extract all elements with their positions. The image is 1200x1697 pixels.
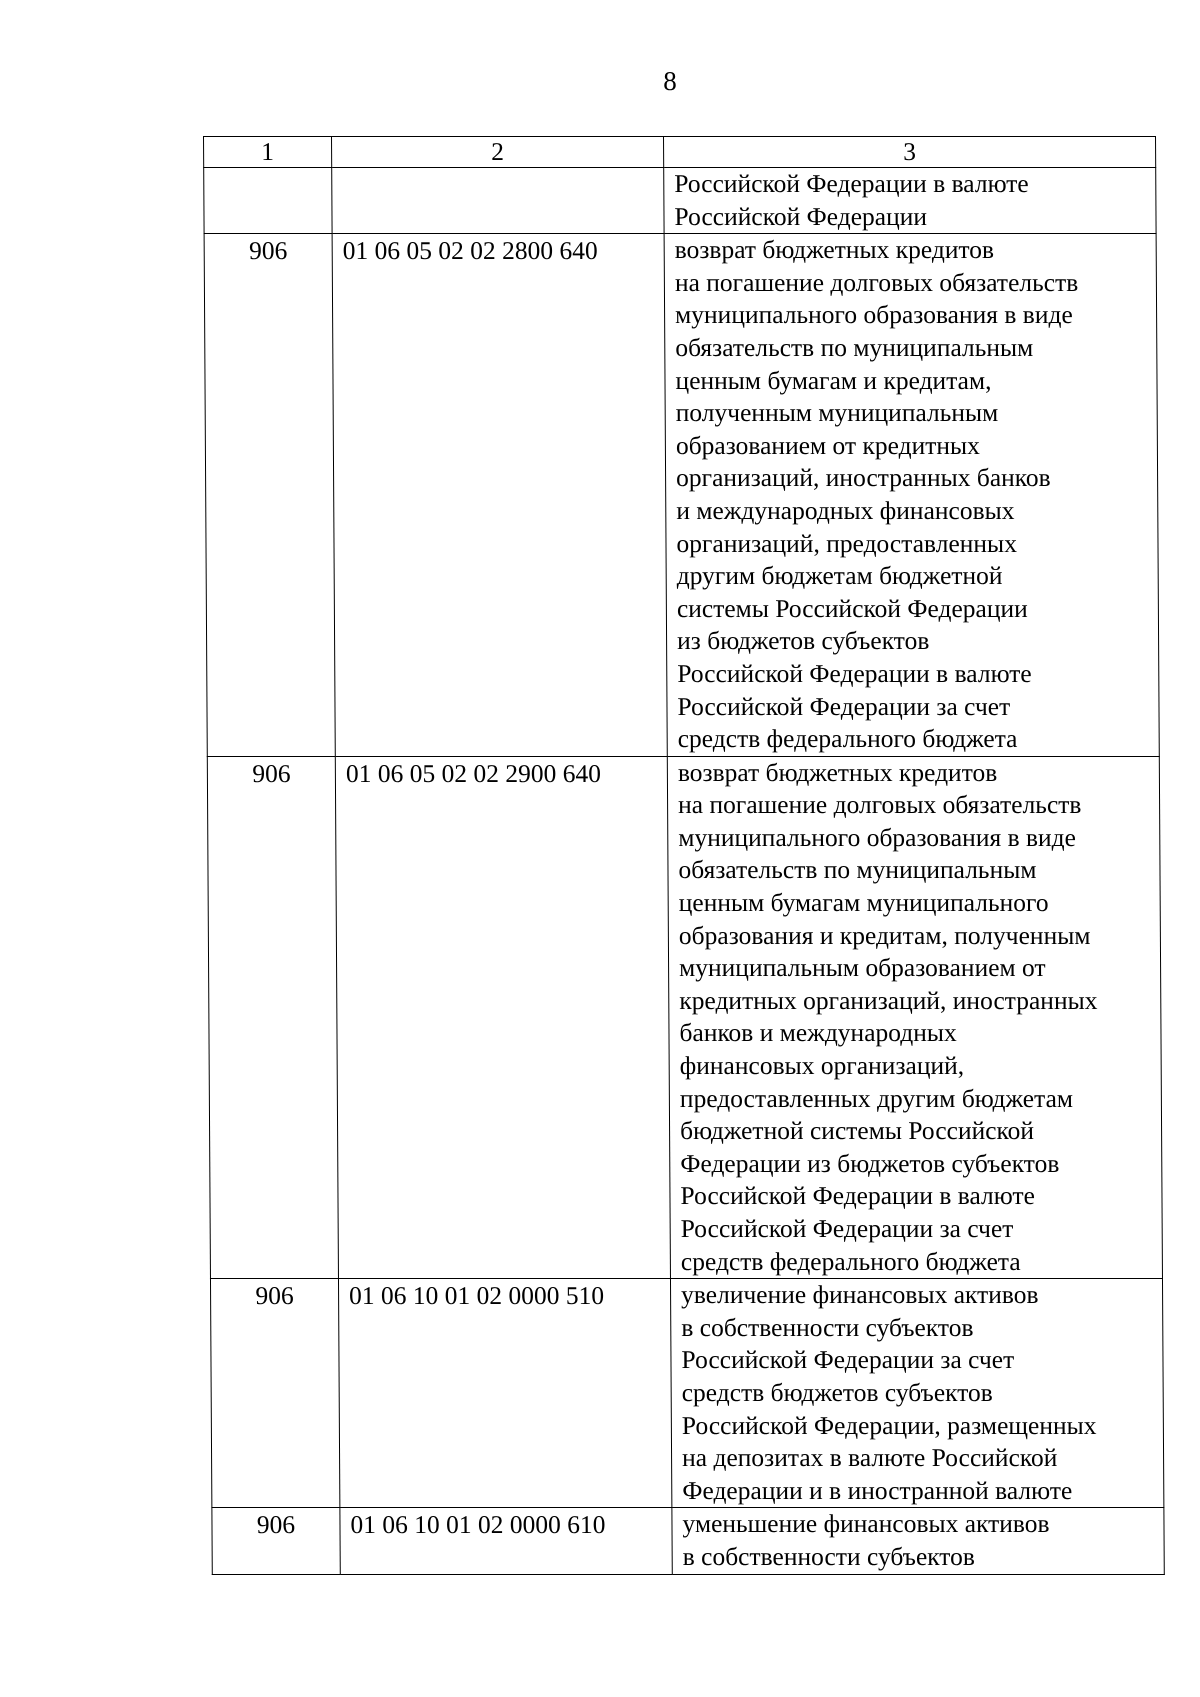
table-row bbox=[204, 168, 1156, 234]
column-header-2: 2 bbox=[332, 137, 664, 168]
table-row bbox=[204, 234, 1159, 757]
budget-code-cell: 01 06 05 02 02 2900 640 bbox=[335, 756, 670, 1279]
budget-code-cell: 01 06 05 02 02 2800 640 bbox=[332, 234, 667, 757]
description-cell: возврат бюджетных кредитов на погашение долговых обязательств муниципального образования в виде обязательств по муниципальным ценным бумагам муниципального образования и кредитам, полученным муниципальным образованием от кредитных организаций, иностранных банков и международных финансовых организаций, предоставленных другим бюджетам бюджетной системы Российской Федерации из бюджетов субъектов Российской Федерации в валюте Российской Федерации за счет средств федерального бюджета bbox=[667, 756, 1162, 1279]
budget-code-cell bbox=[332, 168, 664, 234]
budget-code-cell: 01 06 10 01 02 0000 510 bbox=[338, 1279, 671, 1508]
page-number: 8 bbox=[663, 66, 677, 96]
description-cell: возврат бюджетных кредитов на погашение долговых обязательств муниципального образования в виде обязательств по муниципальным ценным бумагам и кредитам, полученным муниципальным образованием от кредитных организаций, иностранных банков и международных финансовых организаций, предоставленных другим бюджетам бюджетной системы Российской Федерации из бюджетов субъектов Российской Федерации в валюте Российской Федерации за счет средств федерального бюджета bbox=[664, 234, 1159, 757]
description-cell: Российской Федерации в валюте Российской Федерации bbox=[664, 168, 1156, 234]
table-header-row bbox=[204, 137, 1156, 168]
table-row bbox=[212, 1508, 1164, 1574]
table-row bbox=[210, 1279, 1163, 1508]
description-cell: увеличение финансовых активов в собственности субъектов Российской Федерации за счет средств бюджетов субъектов Российской Федерации, размещенных на депозитах в валюте Российской Федерации и в иностранной валюте bbox=[670, 1279, 1163, 1508]
admin-code-cell: 906 bbox=[204, 234, 335, 757]
admin-code-cell: 906 bbox=[207, 756, 338, 1279]
budget-sources-table bbox=[203, 136, 1165, 1575]
admin-code-cell: 906 bbox=[212, 1508, 340, 1574]
table-row bbox=[207, 756, 1162, 1279]
budget-code-cell: 01 06 10 01 02 0000 610 bbox=[340, 1508, 672, 1574]
column-header-3: 3 bbox=[664, 137, 1156, 168]
description-cell: уменьшение финансовых активов в собственности субъектов bbox=[672, 1508, 1164, 1574]
admin-code-cell: 906 bbox=[210, 1279, 339, 1508]
admin-code-cell bbox=[204, 168, 332, 234]
column-header-1: 1 bbox=[204, 137, 332, 168]
